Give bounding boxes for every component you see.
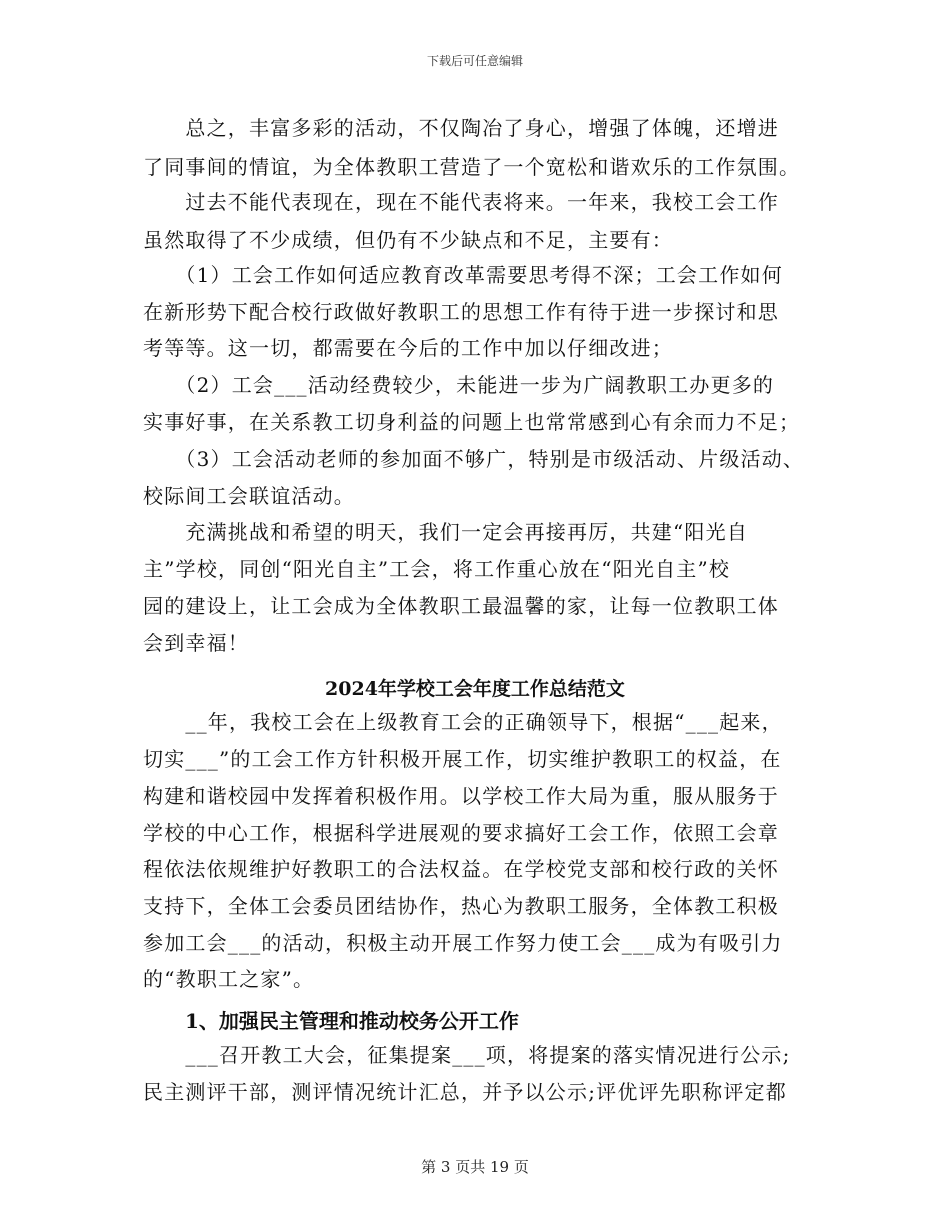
article-line: 学校的中心工作，根据科学进展观的要求搞好工会工作，依照工会章 [143, 821, 779, 845]
body-line: （2）工会___活动经费较少，未能进一步为广阔教职工办更多的 [143, 373, 775, 397]
body-line: （1）工会工作如何适应教育改革需要思考得不深；工会工作如何 [143, 263, 783, 287]
body-line: 主”学校，同创“阳光自主”工会，将工作重心放在“阳光自主”校 [143, 557, 731, 581]
body-line: 实事好事，在关系教工切身利益的问题上也常常感到心有余而力不足； [143, 410, 801, 434]
article-line: 参加工会___的活动，积极主动开展工作努力使工会___成为有吸引力 [143, 931, 783, 955]
body-line: 会到幸福！ [143, 631, 249, 655]
article-title: 2024年学校工会年度工作总结范文 [325, 678, 625, 700]
page-number: 第 3 页共 19 页 [421, 1158, 529, 1176]
section-heading: 1、加强民主管理和推动校务公开工作 [185, 1009, 519, 1033]
article-line: __年，我校工会在上级教育工会的正确领导下，根据“___起来， [143, 710, 783, 734]
body-line: 考等等。这一切，都需要在今后的工作中加以仔细改进； [143, 336, 673, 360]
article-line: 构建和谐校园中发挥着积极作用。以学校工作大局为重，服从服务于 [143, 784, 779, 808]
body-line: 在新形势下配合校行政做好教职工的思想工作有待于进一步探讨和思 [143, 300, 779, 324]
article-line: 切实___”的工会工作方针积极开展工作，切实维护教职工的权益，在 [143, 747, 782, 771]
article-line: 的“教职工之家”。 [143, 967, 315, 991]
article-line: 支持下，全体工会委员团结协作，热心为教职工服务，全体教工积极 [143, 894, 779, 918]
section-line: ___召开教工大会，征集提案___项，将提案的落实情况进行公示; [143, 1043, 791, 1067]
body-line: 虽然取得了不少成绩，但仍有不少缺点和不足，主要有： [143, 228, 673, 252]
header-note: 下载后可任意编辑 [426, 54, 523, 68]
body-line: 充满挑战和希望的明天，我们一定会再接再厉，共建“阳光自 [143, 520, 749, 544]
body-line: 了同事间的情谊，为全体教职工营造了一个宽松和谐欢乐的工作氛围。 [143, 155, 801, 179]
section-line: 民主测评干部，测评情况统计汇总，并予以公示;评优评先职称评定都 [143, 1080, 787, 1104]
body-line: 园的建设上，让工会成为全体教职工最温馨的家，让每一位教职工体 [143, 594, 779, 618]
body-line: （3）工会活动老师的参加面不够广，特别是市级活动、片级活动、 [143, 447, 805, 471]
body-line: 总之，丰富多彩的活动，不仅陶冶了身心，增强了体魄，还增进 [143, 116, 779, 140]
body-line: 校际间工会联谊活动。 [143, 484, 355, 508]
article-line: 程依法依规维护好教职工的合法权益。在学校党支部和校行政的关怀 [143, 857, 779, 881]
body-line: 过去不能代表现在，现在不能代表将来。一年来，我校工会工作 [143, 190, 779, 214]
